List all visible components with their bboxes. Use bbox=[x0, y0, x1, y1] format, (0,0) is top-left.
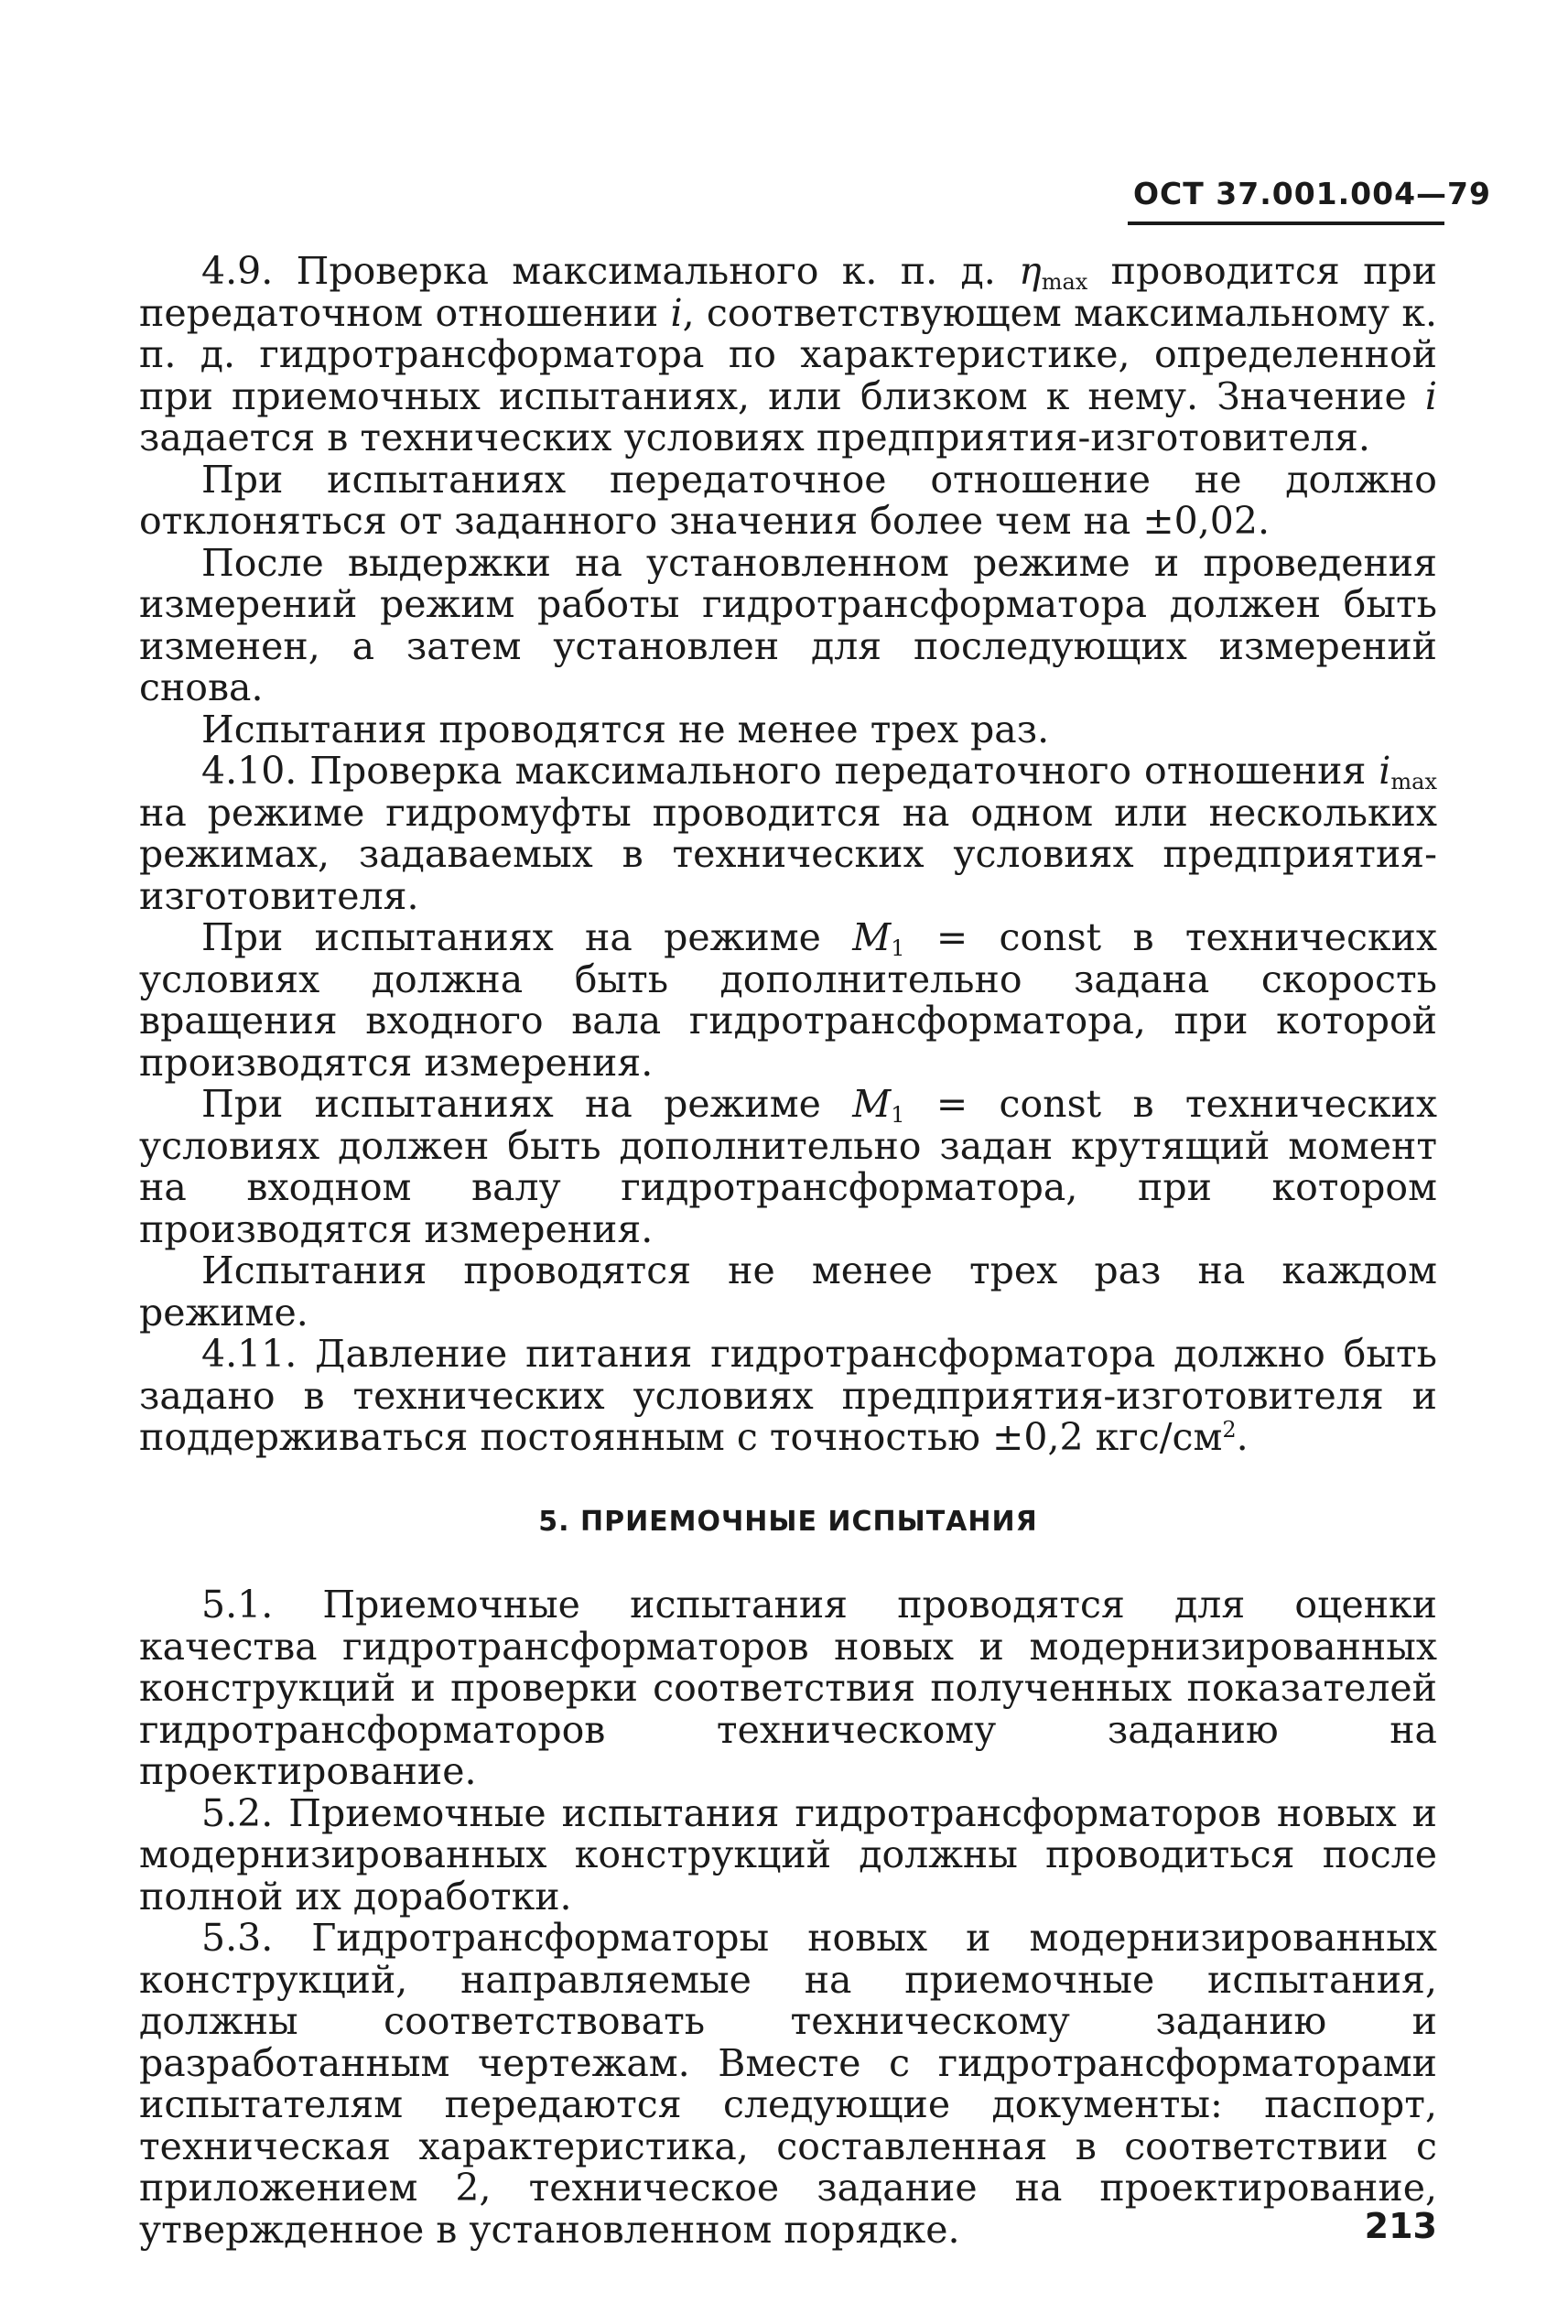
subscript-1: 1 bbox=[891, 935, 905, 961]
paragraph-4-10-torque bbox=[139, 1084, 1437, 1250]
symbol-i: i bbox=[1379, 749, 1391, 793]
paragraph-4-10-speed bbox=[139, 917, 1437, 1084]
subscript-max: max bbox=[1390, 769, 1437, 794]
symbol-i: i bbox=[1424, 373, 1437, 418]
symbol-m: M bbox=[852, 1082, 892, 1126]
paragraph-5-3: 5.3. Гидротрансформаторы новых и модернизированных конструкций, направляемые на приемочные испытания, должны соответствовать техническому заданию и разработанным чертежам. Вместе с гидротрансформаторами испытателям передаются следующие документы: паспорт, техническая характеристика, составленная в соответствии с приложением 2, техническое задание на проектирование, утвержденное в установленном порядке. bbox=[139, 1916, 1437, 2252]
text-run: проводится при передаточном отношении bbox=[139, 249, 1437, 335]
header-rule bbox=[1128, 222, 1444, 225]
text-run: При испытаниях на режиме bbox=[201, 915, 853, 959]
paragraph-4-9-tolerance: При испытаниях передаточное отношение не должно отклоняться от заданного значения более чем на ±0,02. bbox=[139, 457, 1437, 543]
text-run: 4.10. Проверка максимального передаточного отношения bbox=[201, 749, 1379, 793]
paragraph-4-11 bbox=[139, 1334, 1437, 1459]
symbol-i: i bbox=[670, 290, 683, 335]
text-run: 4.9. Проверка максимального к. п. д. bbox=[201, 249, 1020, 293]
document-code-header: ОСТ 37.001.004—79 bbox=[1133, 176, 1491, 211]
symbol-eta: η bbox=[1019, 249, 1042, 293]
text-run: При испытаниях на режиме bbox=[201, 1082, 853, 1126]
paragraph-4-9-repeat: Испытания проводятся не менее трех раз. bbox=[201, 707, 1050, 751]
subscript-1: 1 bbox=[891, 1102, 905, 1128]
paragraph-4-9-mode-change: После выдержки на установленном режиме и проведения измерений режим работы гидротрансформатора должен быть изменен, а затем установлен для последующих измерений снова. bbox=[139, 540, 1437, 709]
paragraph-5-2: 5.2. Приемочные испытания гидротрансформаторов новых и модернизированных конструкций должны проводиться после полной их доработки. bbox=[139, 1790, 1437, 1919]
symbol-m: M bbox=[852, 915, 892, 959]
section-5-heading: 5. ПРИЕМОЧНЫЕ ИСПЫТАНИЯ bbox=[538, 1505, 1038, 1538]
paragraph-4-10 bbox=[139, 751, 1437, 917]
document-body bbox=[139, 251, 1437, 2251]
superscript-2: 2 bbox=[1222, 1417, 1237, 1443]
paragraph-4-10-repeat: Испытания проводятся не менее трех раз на каждом режиме. bbox=[139, 1248, 1437, 1335]
text-run: = const в технических условиях должна быть дополнительно задана скорость вращения входного вала гидротрансформатора, при которой производятся измерения. bbox=[139, 915, 1438, 1085]
text-run: = const в технических условиях должен быть дополнительно задан крутящий момент на входном валу гидротрансформатора, при котором производятся измерения. bbox=[139, 1082, 1438, 1251]
text-run: задается в технических условиях предприятия-изготовителя. bbox=[139, 416, 1370, 459]
text-run: 4.11. Давление питания гидротрансформатора должно быть задано в технических условиях предприятия-изготовителя и поддерживаться постоянным с точностью ±0,2 кгс/см bbox=[139, 1332, 1437, 1459]
paragraph-4-9 bbox=[139, 251, 1437, 459]
paragraph-5-1: 5.1. Приемочные испытания проводятся для оценки качества гидротрансформаторов новых и модернизированных конструкций и проверки соответствия полученных показателей гидротрансформаторов техническому заданию на проектирование. bbox=[139, 1583, 1437, 1793]
text-run: , соответствующем максимальному к. п. д. гидротрансформатора по характеристике, определенной при приемочных испытаниях, или близком к нему. Значение bbox=[139, 290, 1438, 418]
subscript-max: max bbox=[1041, 269, 1088, 295]
text-run: на режиме гидромуфты проводится на одном или нескольких режимах, задаваемых в технических условиях предприятия-изготовителя. bbox=[139, 790, 1437, 918]
text-run: . bbox=[1236, 1415, 1249, 1459]
page-number: 213 bbox=[1364, 2206, 1437, 2246]
